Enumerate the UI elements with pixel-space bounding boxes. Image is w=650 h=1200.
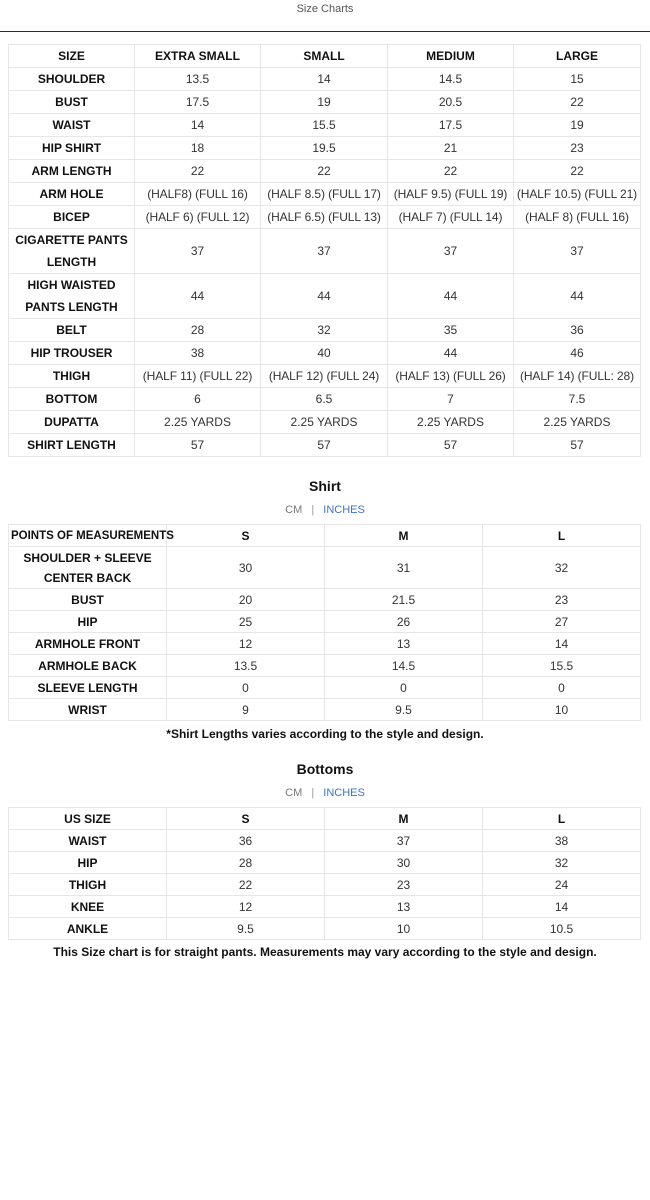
table-cell: 12 bbox=[167, 633, 325, 655]
table-header-row bbox=[9, 808, 641, 830]
shirt-length-note: *Shirt Lengths varies according to the style and design. bbox=[166, 727, 484, 741]
row-label: WAIST bbox=[9, 830, 167, 852]
column-header: LARGE bbox=[514, 45, 641, 68]
table-cell: 21 bbox=[388, 137, 514, 160]
row-label: HIGH WAISTED PANTS LENGTH bbox=[9, 274, 135, 319]
table-cell: (HALF 6.5) (FULL 13) bbox=[261, 206, 388, 229]
table-cell: 2.25 YARDS bbox=[261, 411, 388, 434]
row-label: ARM LENGTH bbox=[9, 160, 135, 183]
shirt-section-title: Shirt bbox=[309, 478, 341, 494]
row-label: WRIST bbox=[9, 699, 167, 721]
table-cell: 9.5 bbox=[325, 699, 483, 721]
column-header: SMALL bbox=[261, 45, 388, 68]
table-cell: 22 bbox=[514, 91, 641, 114]
table-cell: 22 bbox=[261, 160, 388, 183]
table-cell: 57 bbox=[135, 434, 261, 457]
table-cell: 22 bbox=[167, 874, 325, 896]
table-cell: 20 bbox=[167, 589, 325, 611]
table-cell: 24 bbox=[483, 874, 641, 896]
table-cell: 7 bbox=[388, 388, 514, 411]
table-cell: 2.25 YARDS bbox=[388, 411, 514, 434]
table-cell: 23 bbox=[514, 137, 641, 160]
bottoms-section-title: Bottoms bbox=[296, 761, 354, 777]
table-cell: 25 bbox=[167, 611, 325, 633]
table-cell: 37 bbox=[325, 830, 483, 852]
table-cell: 30 bbox=[325, 852, 483, 874]
table-cell: 0 bbox=[483, 677, 641, 699]
shirt-measurements-table bbox=[8, 524, 641, 721]
table-cell: 36 bbox=[514, 319, 641, 342]
column-header: L bbox=[483, 525, 641, 547]
row-label: SHIRT LENGTH bbox=[9, 434, 135, 457]
table-cell: 28 bbox=[167, 852, 325, 874]
table-row bbox=[9, 874, 641, 896]
row-label: HIP SHIRT bbox=[9, 137, 135, 160]
table-cell: 18 bbox=[135, 137, 261, 160]
unit-cm-option[interactable]: CM bbox=[285, 787, 303, 799]
table-row bbox=[9, 830, 641, 852]
row-label: ANKLE bbox=[9, 918, 167, 940]
table-cell: 57 bbox=[261, 434, 388, 457]
table-header-row bbox=[9, 525, 641, 547]
table-row bbox=[9, 852, 641, 874]
table-cell: (HALF8) (FULL 16) bbox=[135, 183, 261, 206]
table-cell: 14.5 bbox=[388, 68, 514, 91]
table-cell: 12 bbox=[167, 896, 325, 918]
table-cell: 36 bbox=[167, 830, 325, 852]
table-cell: 21.5 bbox=[325, 589, 483, 611]
table-cell: 14 bbox=[135, 114, 261, 137]
column-header: M bbox=[325, 808, 483, 830]
table-cell: (HALF 6) (FULL 12) bbox=[135, 206, 261, 229]
table-row bbox=[9, 633, 641, 655]
table-cell: (HALF 11) (FULL 22) bbox=[135, 365, 261, 388]
table-cell: 9.5 bbox=[167, 918, 325, 940]
row-label: BUST bbox=[9, 589, 167, 611]
table-row bbox=[9, 918, 641, 940]
table-cell: 57 bbox=[514, 434, 641, 457]
table-cell: 2.25 YARDS bbox=[514, 411, 641, 434]
table-cell: 37 bbox=[514, 229, 641, 274]
table-cell: 30 bbox=[167, 547, 325, 589]
table-cell: 9 bbox=[167, 699, 325, 721]
table-cell: 22 bbox=[388, 160, 514, 183]
column-header: M bbox=[325, 525, 483, 547]
table-cell: 15 bbox=[514, 68, 641, 91]
table-cell: (HALF 7) (FULL 14) bbox=[388, 206, 514, 229]
table-cell: 0 bbox=[167, 677, 325, 699]
row-label: BOTTOM bbox=[9, 388, 135, 411]
bottoms-measurements-table bbox=[8, 807, 641, 940]
unit-inches-option[interactable]: INCHES bbox=[323, 787, 365, 799]
row-label: HIP TROUSER bbox=[9, 342, 135, 365]
column-header: US SIZE bbox=[9, 808, 167, 830]
table-cell: 13 bbox=[325, 896, 483, 918]
table-cell: 37 bbox=[261, 229, 388, 274]
table-cell: 32 bbox=[483, 547, 641, 589]
table-cell: 7.5 bbox=[514, 388, 641, 411]
row-label: SHOULDER bbox=[9, 68, 135, 91]
column-header: SIZE bbox=[9, 45, 135, 68]
table-cell: 38 bbox=[135, 342, 261, 365]
table-cell: 2.25 YARDS bbox=[135, 411, 261, 434]
table-cell: 44 bbox=[388, 342, 514, 365]
table-cell: 17.5 bbox=[388, 114, 514, 137]
table-cell: 14.5 bbox=[325, 655, 483, 677]
table-cell: 31 bbox=[325, 547, 483, 589]
table-row bbox=[9, 589, 641, 611]
table-cell: 37 bbox=[135, 229, 261, 274]
straight-pants-note: This Size chart is for straight pants. Measurements may vary according to the style and design. bbox=[53, 945, 597, 959]
row-label: HIP bbox=[9, 852, 167, 874]
table-row bbox=[9, 206, 641, 229]
unit-separator: | bbox=[311, 787, 315, 799]
column-header: POINTS OF MEASUREMENTS bbox=[9, 525, 167, 547]
table-cell: (HALF 13) (FULL 26) bbox=[388, 365, 514, 388]
table-cell: 44 bbox=[135, 274, 261, 319]
table-cell: 19.5 bbox=[261, 137, 388, 160]
table-row bbox=[9, 699, 641, 721]
table-cell: 44 bbox=[388, 274, 514, 319]
unit-cm-option[interactable]: CM bbox=[285, 504, 303, 516]
table-cell: 14 bbox=[261, 68, 388, 91]
table-row bbox=[9, 91, 641, 114]
table-cell: 35 bbox=[388, 319, 514, 342]
table-row bbox=[9, 411, 641, 434]
row-label: ARM HOLE bbox=[9, 183, 135, 206]
row-label: DUPATTA bbox=[9, 411, 135, 434]
table-cell: 38 bbox=[483, 830, 641, 852]
table-cell: 40 bbox=[261, 342, 388, 365]
table-row bbox=[9, 547, 641, 589]
table-row bbox=[9, 342, 641, 365]
row-label: CIGARETTE PANTS LENGTH bbox=[9, 229, 135, 274]
bottoms-unit-switch bbox=[0, 787, 650, 799]
table-cell: 14 bbox=[483, 896, 641, 918]
table-cell: 15.5 bbox=[261, 114, 388, 137]
table-cell: 13.5 bbox=[135, 68, 261, 91]
table-cell: 20.5 bbox=[388, 91, 514, 114]
table-cell: 0 bbox=[325, 677, 483, 699]
column-header: MEDIUM bbox=[388, 45, 514, 68]
table-row bbox=[9, 137, 641, 160]
unit-inches-option[interactable]: INCHES bbox=[323, 504, 365, 516]
table-cell: 13.5 bbox=[167, 655, 325, 677]
row-label: BICEP bbox=[9, 206, 135, 229]
table-row bbox=[9, 274, 641, 319]
table-cell: (HALF 8.5) (FULL 17) bbox=[261, 183, 388, 206]
unit-separator: | bbox=[311, 504, 315, 516]
row-label: ARMHOLE FRONT bbox=[9, 633, 167, 655]
table-row bbox=[9, 365, 641, 388]
table-cell: (HALF 14) (FULL: 28) bbox=[514, 365, 641, 388]
table-row bbox=[9, 68, 641, 91]
page-header bbox=[0, 0, 650, 32]
table-cell: 19 bbox=[261, 91, 388, 114]
table-cell: 10 bbox=[483, 699, 641, 721]
row-label: BUST bbox=[9, 91, 135, 114]
column-header: S bbox=[167, 525, 325, 547]
table-cell: 22 bbox=[514, 160, 641, 183]
table-row bbox=[9, 655, 641, 677]
row-label: THIGH bbox=[9, 874, 167, 896]
table-cell: 37 bbox=[388, 229, 514, 274]
table-cell: 6.5 bbox=[261, 388, 388, 411]
table-row bbox=[9, 160, 641, 183]
table-cell: 6 bbox=[135, 388, 261, 411]
table-row bbox=[9, 677, 641, 699]
row-label: ARMHOLE BACK bbox=[9, 655, 167, 677]
row-label: HIP bbox=[9, 611, 167, 633]
table-row bbox=[9, 319, 641, 342]
table-cell: 27 bbox=[483, 611, 641, 633]
table-row bbox=[9, 114, 641, 137]
table-cell: 15.5 bbox=[483, 655, 641, 677]
row-label: WAIST bbox=[9, 114, 135, 137]
table-cell: 23 bbox=[325, 874, 483, 896]
row-label: SLEEVE LENGTH bbox=[9, 677, 167, 699]
table-cell: 32 bbox=[483, 852, 641, 874]
table-cell: 32 bbox=[261, 319, 388, 342]
table-cell: 23 bbox=[483, 589, 641, 611]
table-cell: 17.5 bbox=[135, 91, 261, 114]
page-title: Size Charts bbox=[296, 3, 354, 15]
row-label: KNEE bbox=[9, 896, 167, 918]
table-row bbox=[9, 896, 641, 918]
table-cell: 13 bbox=[325, 633, 483, 655]
table-cell: (HALF 10.5) (FULL 21) bbox=[514, 183, 641, 206]
table-cell: 57 bbox=[388, 434, 514, 457]
table-cell: 10 bbox=[325, 918, 483, 940]
table-row bbox=[9, 388, 641, 411]
table-cell: 46 bbox=[514, 342, 641, 365]
row-label: BELT bbox=[9, 319, 135, 342]
row-label: THIGH bbox=[9, 365, 135, 388]
table-cell: 26 bbox=[325, 611, 483, 633]
table-cell: 19 bbox=[514, 114, 641, 137]
table-cell: 10.5 bbox=[483, 918, 641, 940]
column-header: S bbox=[167, 808, 325, 830]
table-cell: 44 bbox=[261, 274, 388, 319]
table-cell: 22 bbox=[135, 160, 261, 183]
row-label: SHOULDER + SLEEVE CENTER BACK bbox=[9, 547, 167, 589]
size-chart-table bbox=[8, 44, 641, 457]
table-row bbox=[9, 229, 641, 274]
table-cell: (HALF 12) (FULL 24) bbox=[261, 365, 388, 388]
table-cell: 28 bbox=[135, 319, 261, 342]
shirt-unit-switch bbox=[0, 504, 650, 516]
table-row bbox=[9, 434, 641, 457]
table-cell: (HALF 8) (FULL 16) bbox=[514, 206, 641, 229]
table-row bbox=[9, 183, 641, 206]
column-header: L bbox=[483, 808, 641, 830]
table-cell: 44 bbox=[514, 274, 641, 319]
table-row bbox=[9, 611, 641, 633]
table-cell: (HALF 9.5) (FULL 19) bbox=[388, 183, 514, 206]
column-header: EXTRA SMALL bbox=[135, 45, 261, 68]
table-header-row bbox=[9, 45, 641, 68]
table-cell: 14 bbox=[483, 633, 641, 655]
